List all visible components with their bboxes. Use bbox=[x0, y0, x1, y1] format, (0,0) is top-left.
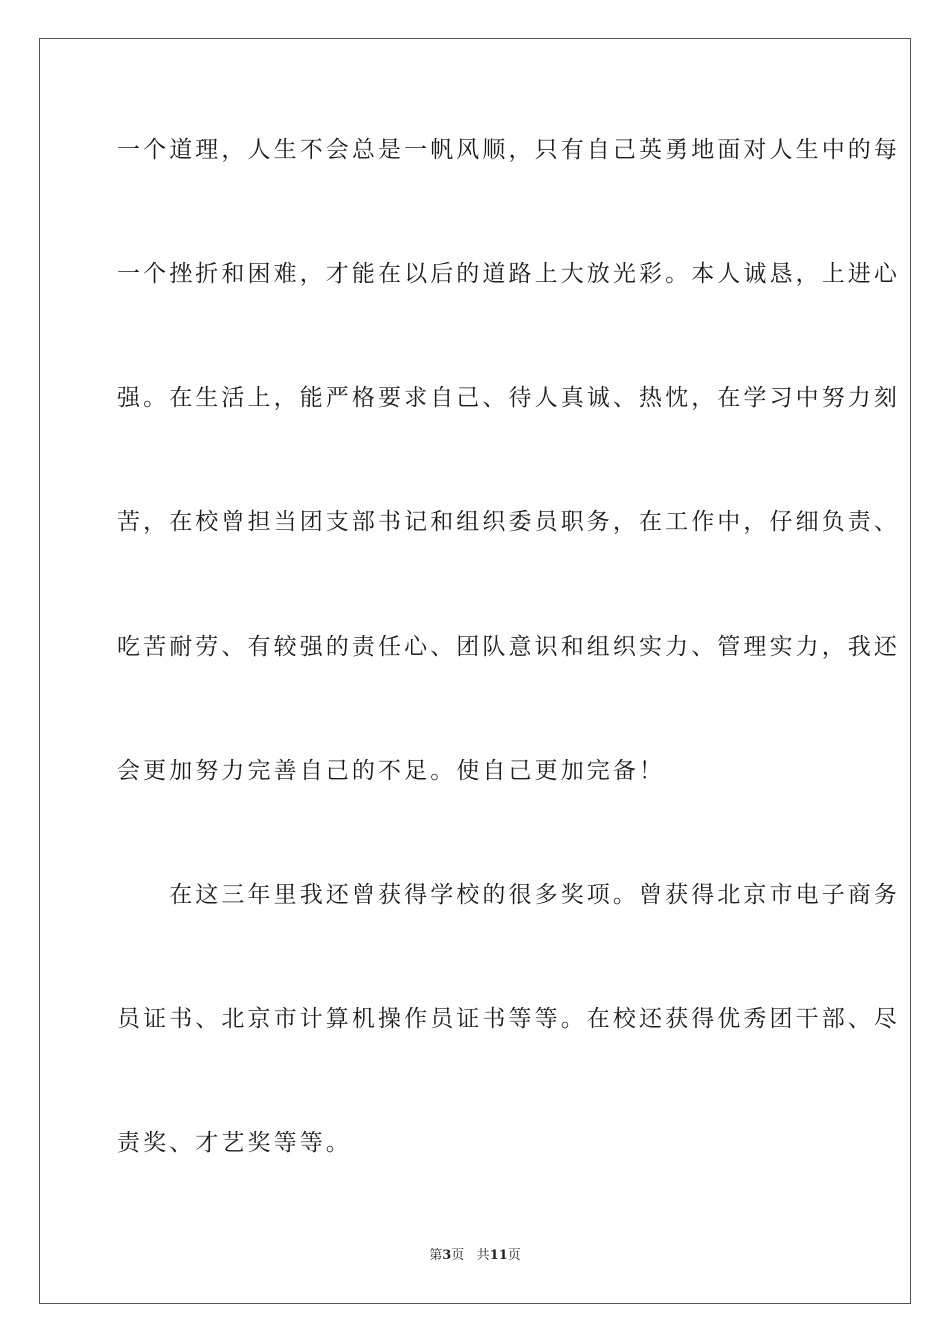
paragraph-line: 员证书、北京市计算机操作员证书等等。在校还获得优秀团干部、尽 bbox=[117, 1006, 900, 1032]
total-pages-number: 11 bbox=[489, 1248, 508, 1263]
paragraph-line: 强。在生活上，能严格要求自己、待人真诚、热忱，在学习中努力刻 bbox=[117, 385, 900, 411]
total-suffix: 页 bbox=[507, 1248, 521, 1263]
paragraph-line: 会更加努力完善自己的不足。使自己更加完备！ bbox=[117, 758, 666, 784]
page-footer bbox=[0, 1248, 950, 1264]
page-suffix: 页 bbox=[451, 1248, 465, 1263]
paragraph-line: 一个挫折和困难，才能在以后的道路上大放光彩。本人诚恳，上进心 bbox=[117, 261, 900, 287]
paragraph-line: 吃苦耐劳、有较强的责任心、团队意识和组织实力、管理实力，我还 bbox=[117, 634, 900, 660]
paragraph-line: 一个道理，人生不会总是一帆风顺，只有自己英勇地面对人生中的每 bbox=[117, 137, 900, 163]
current-page-number: 3 bbox=[442, 1248, 452, 1263]
page-prefix: 第 bbox=[429, 1248, 443, 1263]
page-frame bbox=[39, 38, 911, 1304]
paragraph-line: 苦，在校曾担当团支部书记和组织委员职务，在工作中，仔细负责、 bbox=[117, 509, 900, 535]
paragraph-line: 责奖、才艺奖等等。 bbox=[117, 1130, 352, 1156]
total-prefix: 共 bbox=[476, 1248, 490, 1263]
paragraph-line: 在这三年里我还曾获得学校的很多奖项。曾获得北京市电子商务 bbox=[117, 882, 900, 908]
